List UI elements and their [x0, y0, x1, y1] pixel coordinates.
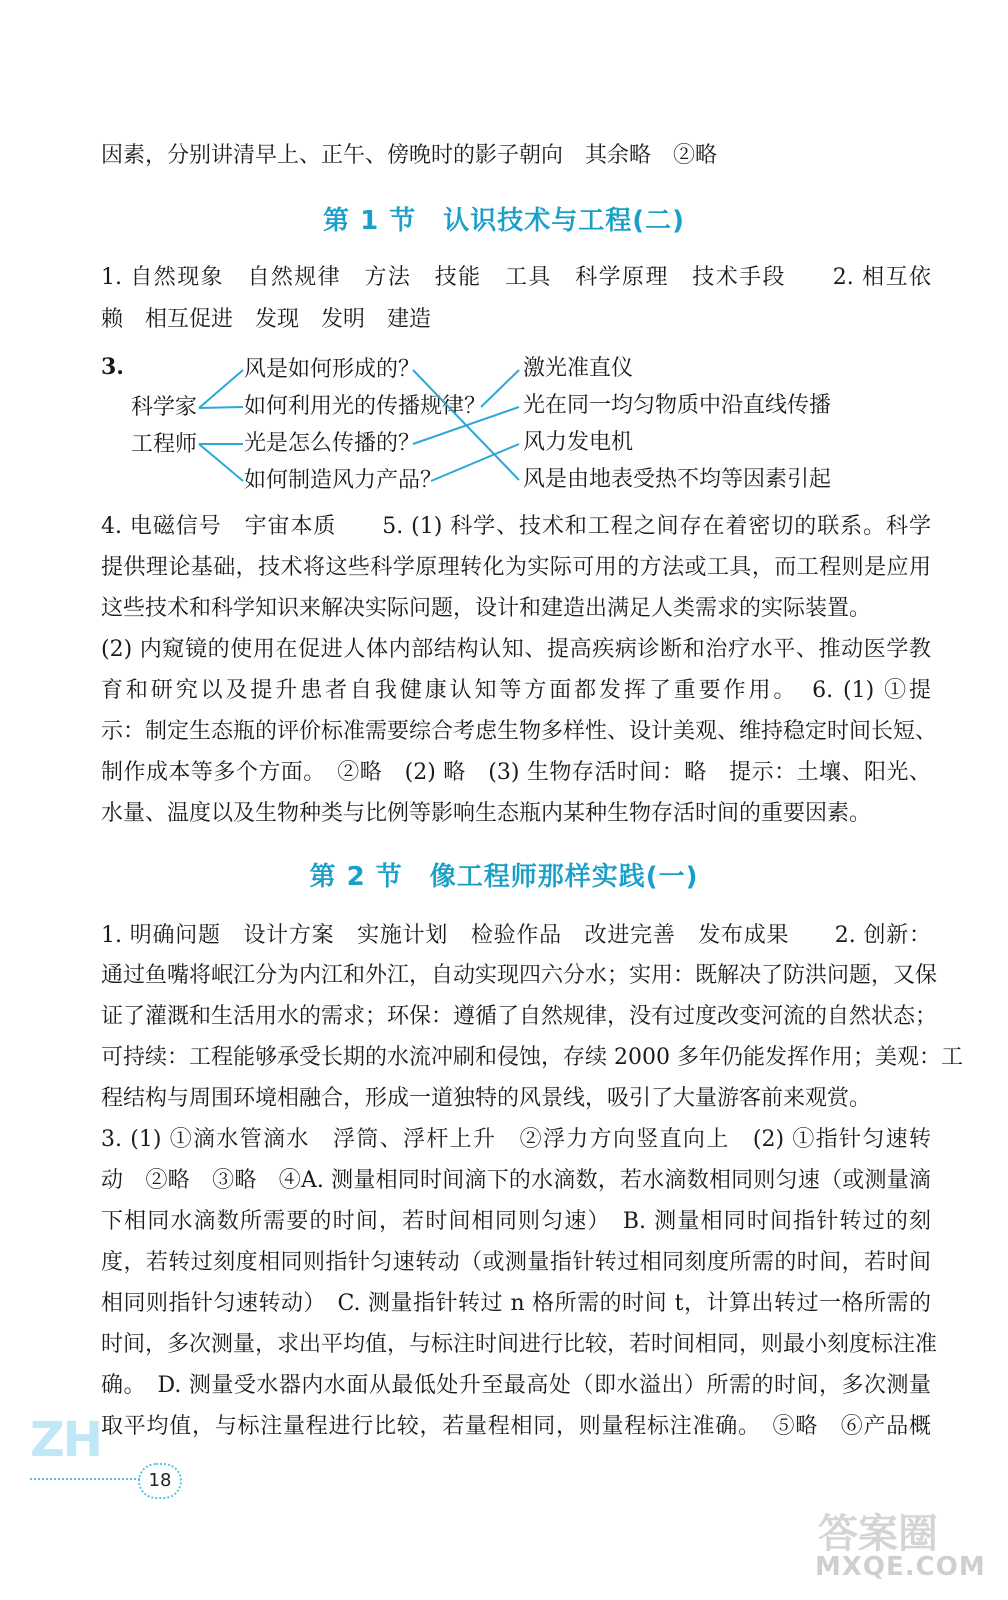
text-line: 动 ②略 ③略 ④A. 测量相同时间滴下的水滴数，若水滴数相同则匀速（或测量滴 — [101, 1168, 931, 1193]
connector-line — [431, 444, 519, 481]
question-3-label: 3. — [101, 354, 124, 380]
answer-item: 光在同一均匀物质中沿直线传播 — [523, 393, 832, 418]
left-term-engineer: 工程师 — [131, 432, 198, 457]
text-line: 相同则指针匀速转动） C. 测量指针转过 n 格所需的时间 t，计算出转过一格所需的 — [101, 1291, 931, 1316]
footer-divider — [30, 1478, 140, 1480]
text-line: 制作成本等多个方面。 ②略 (2) 略 (3) 生物存活时间：略 提示：土壤、阳光、 — [101, 760, 931, 785]
text-line: 育和研究以及提升患者自我健康认知等方面都发挥了重要作用。 6. (1) ①提 — [101, 678, 931, 703]
connector-line — [199, 407, 243, 408]
matching-diagram — [101, 352, 931, 500]
text-line: 3. (1) ①滴水管滴水 浮筒、浮杆上升 ②浮力方向竖直向上 (2) ①指针匀速转 — [101, 1127, 931, 1152]
section-2-heading: 第 2 节 像工程师那样实践(一) — [309, 862, 699, 892]
connector-line — [199, 444, 243, 481]
answer-item: 风力发电机 — [523, 430, 634, 455]
question-item: 如何利用光的传播规律？ — [244, 394, 487, 419]
text-line: 水量、温度以及生物种类与比例等影响生态瓶内某种生物存活时间的重要因素。 — [101, 801, 872, 826]
watermark-url: MXQE.COM — [815, 1552, 986, 1582]
text-line: 提供理论基础，技术将这些科学原理转化为实际可用的方法或工具，而工程则是应用 — [101, 555, 931, 580]
text-line: 程结构与周围环境相融合，形成一道独特的风景线，吸引了大量游客前来观赏。 — [101, 1086, 872, 1111]
text-line: 证了灌溉和生活用水的需求；环保：遵循了自然规律，没有过度改变河流的自然状态； — [101, 1004, 938, 1029]
connector-line — [413, 407, 519, 444]
text-line: 1. 自然现象 自然规律 方法 技能 工具 科学原理 技术手段 2. 相互依 — [101, 265, 931, 290]
text-line: 赖 相互促进 发现 发明 建造 — [101, 307, 432, 332]
text-line: 取平均值，与标注量程进行比较，若量程相同，则量程标注准确。 ⑤略 ⑥产品概 — [101, 1414, 931, 1439]
text-line: 确。 D. 测量受水器内水面从最低处升至最高处（即水溢出）所需的时间，多次测量 — [101, 1373, 931, 1398]
connector-line — [481, 370, 519, 407]
question-item: 如何制造风力产品？ — [244, 468, 443, 493]
text-line: 通过鱼嘴将岷江分为内江和外江，自动实现四六分水；实用：既解决了防洪问题，又保 — [101, 963, 938, 988]
answer-item: 激光准直仪 — [523, 356, 634, 381]
connector-line — [199, 370, 243, 408]
text-line: 1. 明确问题 设计方案 实施计划 检验作品 改进完善 发布成果 2. 创新： — [101, 923, 931, 948]
text-line: 示：制定生态瓶的评价标准需要综合考虑生物多样性、设计美观、维持稳定时间长短、 — [101, 719, 938, 744]
page-number: 18 — [138, 1463, 182, 1499]
text-line: 因素，分别讲清早上、正午、傍晚时的影子朝向 其余略 ②略 — [101, 143, 718, 168]
watermark-logo: 答案圈 — [818, 1511, 938, 1557]
question-item: 光是怎么传播的？ — [244, 431, 421, 456]
section-1-heading: 第 1 节 认识技术与工程(二) — [323, 206, 685, 236]
text-line: 这些技术和科学知识来解决实际问题，设计和建造出满足人类需求的实际装置。 — [101, 596, 872, 621]
publisher-logo: ZH — [30, 1412, 101, 1468]
question-item: 风是如何形成的？ — [244, 357, 421, 382]
text-line: 下相同水滴数所需要的时间，若时间相同则匀速） B. 测量相同时间指针转过的刻 — [101, 1209, 931, 1234]
text-line: 度，若转过刻度相同则指针匀速转动（或测量指针转过相同刻度所需的时间，若时间 — [101, 1250, 931, 1275]
connector-lines — [101, 352, 931, 500]
text-line: 4. 电磁信号 宇宙本质 5. (1) 科学、技术和工程之间存在着密切的联系。科学 — [101, 514, 931, 539]
left-term-scientist: 科学家 — [131, 395, 198, 420]
text-line: 可持续：工程能够承受长期的水流冲刷和侵蚀，存续 2000 多年仍能发挥作用；美观：工 — [101, 1045, 963, 1070]
text-line: (2) 内窥镜的使用在促进人体内部结构认知、提高疾病诊断和治疗水平、推动医学教 — [101, 637, 931, 662]
text-line: 时间，多次测量，求出平均值，与标注时间进行比较，若时间相同，则最小刻度标注准 — [101, 1332, 938, 1357]
answer-item: 风是由地表受热不均等因素引起 — [523, 467, 832, 492]
